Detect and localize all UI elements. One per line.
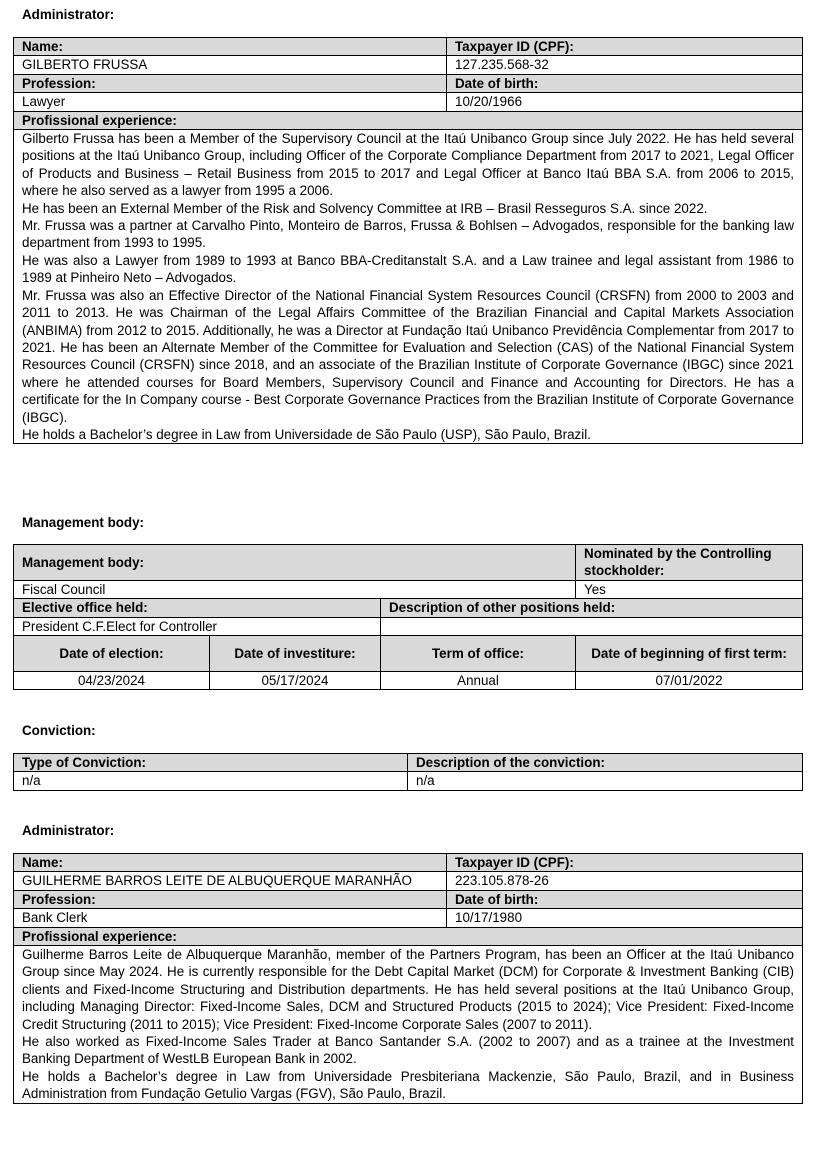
name-label: Name:	[14, 854, 447, 872]
experience-text	[14, 946, 803, 1104]
profession-value: Lawyer	[14, 93, 447, 111]
nominated-value: Yes	[576, 580, 803, 598]
term-of-office-value: Annual	[381, 672, 576, 690]
management-body-value: Fiscal Council	[14, 580, 576, 598]
experience-text	[14, 130, 803, 444]
conviction-type-label: Type of Conviction:	[14, 754, 408, 772]
other-positions-value	[381, 617, 803, 635]
experience-label: Profissional experience:	[14, 111, 803, 129]
term-of-office-label: Term of office:	[381, 636, 576, 672]
experience-paragraph: Mr. Frussa was also an Effective Director of the National Financial System Resources Council (CRSFN) from 2000 to 2003 and 2011 to 2013. He was Chairman of the Legal Affairs Committee of the Brazilian Financial and Capital Markets Association (ANBIMA) from 2012 to 2015. Additionally, he was a Director at Fundação Itaú Unibanco Previdência Complementar from 2017 to 2021. He has been an Alternate Member of the Committee for Evaluation and Selection (CAS) of the National Financial System Resources Council (CRSFN) since 2018, and an associate of the Brazilian Institute of Corporate Governance (IBGC) since 2021 where he attended courses for Board Members, Supervisory Council and Finance and Accounting for Directors. He has a certificate for the In Company course - Best Corporate Governance Practices from the Brazilian Institute of Corporate Governance (IBGC).	[22, 287, 794, 425]
date-of-investiture-label: Date of investiture:	[210, 636, 381, 672]
dob-value: 10/20/1966	[447, 93, 803, 111]
profession-label: Profession:	[14, 890, 447, 908]
section-title-management-body: Management body:	[22, 515, 145, 530]
experience-paragraph: He holds a Bachelor’s degree in Law from Universidade Presbiteriana Mackenzie, São Paulo, Brazil, and in Business Administration from Fundação Getulio Vargas (FGV), São Paulo, Brazil.	[22, 1068, 794, 1102]
administrator-table	[13, 853, 803, 1104]
profession-value: Bank Clerk	[14, 909, 447, 927]
conviction-description-label: Description of the conviction:	[408, 754, 803, 772]
section-title-administrator: Administrator:	[22, 823, 115, 838]
experience-paragraph: He has been an External Member of the Risk and Solvency Committee at IRB – Brasil Resseguros S.A. since 2022.	[22, 200, 708, 216]
dob-label: Date of birth:	[447, 74, 803, 92]
date-of-election-value: 04/23/2024	[14, 672, 210, 690]
section-title-administrator: Administrator:	[22, 7, 115, 22]
first-term-date-value: 07/01/2022	[576, 672, 803, 690]
experience-paragraph: Gilberto Frussa has been a Member of the Supervisory Council at the Itaú Unibanco Group since July 2022. He has held several positions at the Itaú Unibanco Group, including Officer of the Corporate Compliance Department from 2017 to 2021, Legal Officer of Products and Business – Retail Business from 2015 to 2017 and Legal Officer at Banco Itaú BBA S.A. from 2006 to 2015, where he also served as a lawyer from 1995 a 2006.	[22, 131, 794, 199]
profession-label: Profession:	[14, 74, 447, 92]
cpf-value: 223.105.878-26	[447, 872, 803, 890]
elective-office-label: Elective office held:	[14, 599, 381, 617]
conviction-description-value: n/a	[408, 772, 803, 790]
cpf-label: Taxpayer ID (CPF):	[447, 38, 803, 56]
cpf-label: Taxpayer ID (CPF):	[447, 854, 803, 872]
dob-label: Date of birth:	[447, 890, 803, 908]
experience-paragraph: Guilherme Barros Leite de Albuquerque Maranhão, member of the Partners Program, has been an Officer at the Itaú Unibanco Group since May 2024. He is currently responsible for the Debt Capital Market (DCM) for Corporate & Investment Banking (CIB) clients and Fixed-Income Structuring and Distribution departments. He has held several positions at the Itaú Unibanco Group, including Managing Director: Fixed-Income Sales, DCM and Structured Products (2015 to 2024); Vice President: Fixed-Income Credit Structuring (2011 to 2015); Vice President: Fixed-Income Corporate Sales (2007 to 2011).	[22, 947, 794, 1032]
management-body-table	[13, 544, 803, 690]
name-value: GUILHERME BARROS LEITE DE ALBUQUERQUE MARANHÃO	[14, 872, 447, 890]
management-body-label: Management body:	[14, 545, 576, 581]
experience-paragraph: He also worked as Fixed-Income Sales Trader at Banco Santander S.A. (2002 to 2007) and as a trainee at the Investment Banking Department of WestLB European Bank in 2002.	[22, 1034, 794, 1067]
experience-paragraph: He was also a Lawyer from 1989 to 1993 at Banco BBA-Creditanstalt S.A. and a Law trainee and legal assistant from 1986 to 1989 at Pinheiro Neto – Advogados.	[22, 252, 794, 286]
nominated-label: Nominated by the Controlling stockholder:	[576, 545, 803, 581]
elective-office-value: President C.F.Elect for Controller	[14, 617, 381, 635]
experience-label: Profissional experience:	[14, 927, 803, 945]
administrator-table	[13, 37, 803, 444]
conviction-table	[13, 753, 803, 791]
dob-value: 10/17/1980	[447, 909, 803, 927]
experience-paragraph: He holds a Bachelor’s degree in Law from Universidade de São Paulo (USP), São Paulo, Brazil.	[22, 426, 591, 442]
date-of-investiture-value: 05/17/2024	[210, 672, 381, 690]
conviction-type-value: n/a	[14, 772, 408, 790]
name-value: GILBERTO FRUSSA	[14, 56, 447, 74]
date-of-election-label: Date of election:	[14, 636, 210, 672]
experience-paragraph: Mr. Frussa was a partner at Carvalho Pinto, Monteiro de Barros, Frussa & Bohlsen – Advogados, responsible for the banking law department from 1993 to 1995.	[22, 218, 794, 251]
other-positions-label: Description of other positions held:	[381, 599, 803, 617]
cpf-value: 127.235.568-32	[447, 56, 803, 74]
section-title-conviction: Conviction:	[22, 723, 96, 738]
first-term-date-label: Date of beginning of first term:	[576, 636, 803, 672]
name-label: Name:	[14, 38, 447, 56]
